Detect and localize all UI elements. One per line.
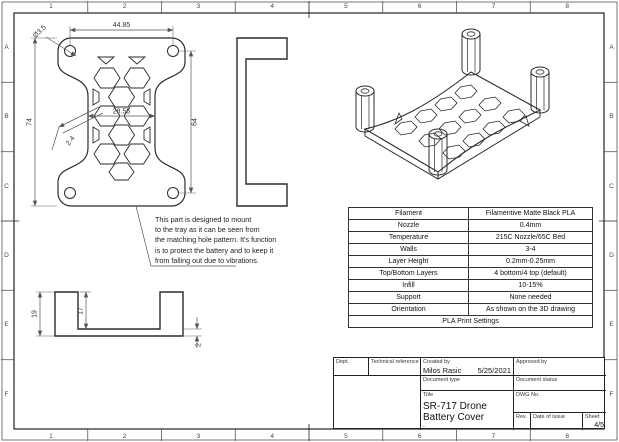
document-status-cell bbox=[514, 376, 606, 391]
design-note bbox=[155, 215, 276, 266]
dept-label: Dept. bbox=[336, 359, 350, 365]
setting-value: As shown on the 3D drawing bbox=[469, 304, 593, 316]
date-of-issue-cell bbox=[531, 413, 583, 430]
date-of-issue-label: Date of issue bbox=[533, 414, 566, 420]
zone-col-label: 8 bbox=[565, 432, 569, 440]
iso-hex-pattern bbox=[395, 85, 529, 159]
zone-col-label: 1 bbox=[49, 2, 53, 10]
approved-by-label: Approved by bbox=[516, 359, 547, 365]
side-view bbox=[237, 38, 287, 206]
section-view bbox=[32, 292, 203, 348]
zone-rows-left bbox=[0, 13, 13, 429]
zone-col-label: 8 bbox=[565, 2, 569, 10]
table-row bbox=[349, 256, 593, 268]
title-line2: Battery Cover bbox=[423, 412, 485, 423]
note-line: is to protect the battery and to keep it bbox=[155, 245, 274, 255]
note-line: This part is designed to mount bbox=[155, 215, 252, 224]
technical-reference-cell bbox=[369, 358, 421, 376]
table-row bbox=[349, 280, 593, 292]
created-by-label: Created by bbox=[423, 359, 450, 365]
dwg-no-cell bbox=[514, 391, 606, 413]
setting-value: 10-15% bbox=[469, 280, 593, 292]
zone-col-label: 3 bbox=[196, 432, 201, 440]
title-label: Title bbox=[423, 392, 434, 398]
table-row bbox=[349, 268, 593, 280]
dim-width-top: 44.85 bbox=[112, 22, 131, 29]
created-date-value: 5/25/2021 bbox=[477, 366, 511, 375]
zone-row-label: F bbox=[4, 390, 9, 398]
setting-label: Support bbox=[349, 292, 469, 304]
hex-pattern bbox=[93, 57, 150, 180]
zone-col-label: 2 bbox=[122, 2, 127, 10]
zone-row-label: D bbox=[609, 252, 614, 260]
zone-row-label: B bbox=[609, 113, 614, 121]
setting-label: Orientation bbox=[349, 304, 469, 316]
zone-col-label: 7 bbox=[491, 2, 496, 10]
table-footer: PLA Print Settings bbox=[349, 316, 593, 328]
zone-columns-top bbox=[14, 0, 604, 12]
dim-channel-base: 2 bbox=[195, 343, 203, 347]
title-block bbox=[333, 357, 605, 429]
zone-row-label: C bbox=[609, 182, 614, 190]
iso-view bbox=[356, 29, 549, 179]
sheet-label: Sheet bbox=[585, 414, 600, 420]
created-by-value: Milos Rasic bbox=[423, 366, 462, 375]
table-row bbox=[349, 232, 593, 244]
title-line1: SR-717 Drone bbox=[423, 401, 487, 412]
zone-rows-right bbox=[605, 13, 618, 429]
zone-row-label: E bbox=[609, 321, 614, 329]
table-row bbox=[349, 220, 593, 232]
setting-value: 0.4mm bbox=[469, 220, 593, 232]
note-line: to the tray as it can be seen from bbox=[155, 225, 260, 235]
setting-value: 4 bottom/4 top (default) bbox=[469, 268, 593, 280]
setting-value: 3-4 bbox=[469, 244, 593, 256]
dim-channel-outer: 19 bbox=[31, 310, 39, 318]
setting-value: 215C Nozzle/65C Bed bbox=[469, 232, 593, 244]
dim-channel-inner: 17 bbox=[77, 307, 85, 315]
dim-height-right: 64 bbox=[191, 118, 199, 126]
table-row bbox=[349, 244, 593, 256]
created-by-cell bbox=[421, 358, 514, 376]
zone-row-label: F bbox=[609, 390, 614, 398]
empty-cell bbox=[334, 376, 421, 430]
zone-columns-bottom bbox=[14, 430, 604, 442]
title-line3: . bbox=[423, 422, 425, 429]
note-line: from falling out due to vibrations. bbox=[155, 255, 259, 265]
setting-label: Walls bbox=[349, 244, 469, 256]
zone-col-label: 7 bbox=[491, 432, 496, 440]
dim-height-left: 74 bbox=[26, 118, 34, 126]
document-status-label: Document status bbox=[516, 377, 558, 383]
technical-reference-label: Technical reference bbox=[371, 359, 419, 365]
approved-by-cell bbox=[514, 358, 606, 376]
table-row bbox=[349, 292, 593, 304]
setting-label: Layer Height bbox=[349, 256, 469, 268]
drawing-title bbox=[423, 401, 511, 423]
zone-row-label: B bbox=[4, 113, 9, 121]
print-settings-table bbox=[348, 207, 593, 328]
zone-col-label: 4 bbox=[270, 432, 274, 440]
table-footer-row bbox=[349, 316, 593, 328]
dept-cell bbox=[334, 358, 369, 376]
setting-value: Filamentive Matte Black PLA bbox=[469, 208, 593, 220]
document-type-cell bbox=[421, 376, 514, 391]
sheet-cell bbox=[583, 413, 606, 430]
zone-row-label: E bbox=[4, 321, 9, 329]
rev-label: Rev. bbox=[516, 414, 527, 420]
front-view bbox=[58, 38, 185, 206]
setting-value: None needed bbox=[469, 292, 593, 304]
note-line: the matching hole pattern. It's function bbox=[155, 235, 277, 245]
zone-row-label: C bbox=[4, 182, 9, 190]
dim-hole-diameter: Ø3.5 bbox=[32, 24, 48, 40]
dim-hex-wall: 2.4 bbox=[65, 135, 77, 148]
zone-col-label: 6 bbox=[417, 2, 422, 10]
table-row bbox=[349, 304, 593, 316]
zone-col-label: 6 bbox=[417, 432, 422, 440]
sheet-number: 4/5 bbox=[594, 422, 604, 429]
document-type-label: Document type bbox=[423, 377, 460, 383]
zone-row-label: A bbox=[4, 44, 9, 52]
mounting-holes bbox=[65, 46, 179, 199]
zone-row-label: A bbox=[609, 44, 614, 52]
zone-col-label: 1 bbox=[49, 432, 53, 440]
zone-row-label: D bbox=[4, 252, 9, 260]
zone-col-label: 3 bbox=[196, 2, 201, 10]
setting-label: Infill bbox=[349, 280, 469, 292]
iso-posts bbox=[356, 29, 549, 175]
table-row bbox=[349, 208, 593, 220]
zone-col-label: 4 bbox=[270, 2, 274, 10]
setting-label: Nozzle bbox=[349, 220, 469, 232]
title-cell bbox=[421, 391, 514, 430]
setting-label: Top/Bottom Layers bbox=[349, 268, 469, 280]
setting-label: Filament bbox=[349, 208, 469, 220]
rev-cell bbox=[514, 413, 531, 430]
zone-col-label: 5 bbox=[344, 2, 348, 10]
zone-col-label: 5 bbox=[344, 432, 348, 440]
dim-width-mid: 28.55 bbox=[112, 108, 131, 116]
setting-value: 0.2mm-0.25mm bbox=[469, 256, 593, 268]
setting-label: Temperature bbox=[349, 232, 469, 244]
zone-col-label: 2 bbox=[122, 432, 127, 440]
dwg-no-label: DWG No. bbox=[516, 392, 540, 398]
